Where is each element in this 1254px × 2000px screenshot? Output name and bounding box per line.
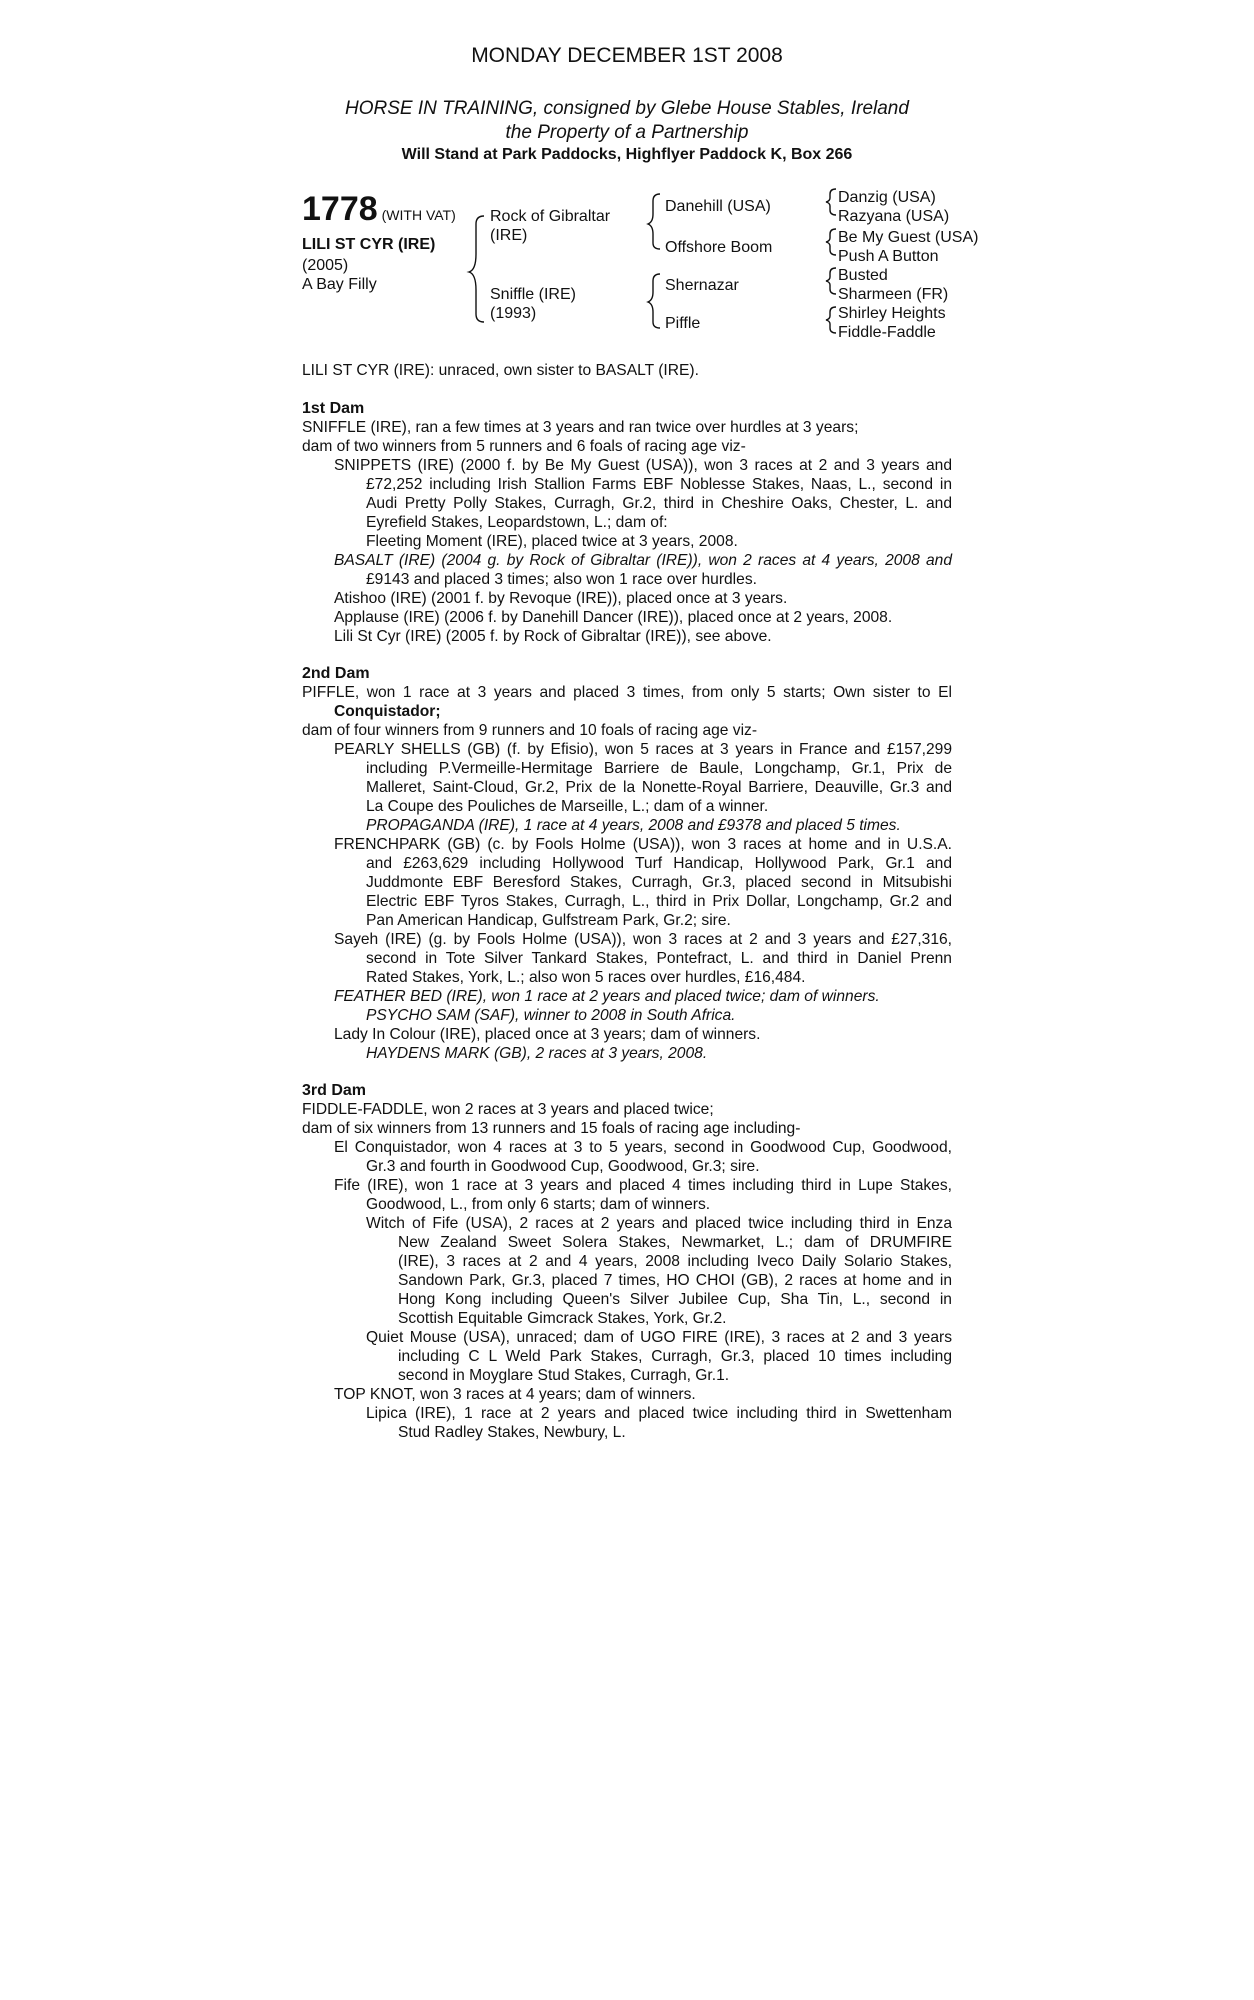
pedigree-gen3-5: Busted [838, 267, 888, 284]
dam2-line: Sayeh (IRE) (g. by Fools Holme (USA)), won 3 races at 2 and 3 years and £27,316, [334, 931, 952, 948]
pedigree-sire-dam: Offshore Boom [665, 239, 773, 256]
dam2-line: PSYCHO SAM (SAF), winner to 2008 in South Africa. [366, 1007, 736, 1024]
dam3-line: (IRE), 3 races at 2 and 4 years, 2008 including Iveco Daily Solario Stakes, [398, 1253, 952, 1270]
dam2-line: Juddmonte EBF Beresford Stakes, Curragh, Gr.3, placed second in Mitsubishi [366, 874, 952, 891]
dam3-line: Sandown Park, Gr.3, placed 7 times, HO CHOI (GB), 2 races at home and in [398, 1272, 952, 1289]
dam3-line: including C L Weld Park Stakes, Curragh, Gr.3, placed 10 times including [398, 1348, 952, 1365]
dam2-line: La Coupe des Pouliches de Marseille, L.; dam of a winner. [366, 798, 769, 815]
dam3-line: TOP KNOT, won 3 races at 4 years; dam of winners. [334, 1386, 696, 1403]
pedigree-dam-dam: Piffle [665, 315, 701, 332]
second-dam-heading: 2nd Dam [302, 665, 370, 682]
pedigree-gen3-8: Fiddle-Faddle [838, 324, 936, 341]
dam3-line: dam of six winners from 13 runners and 15 foals of racing age including- [302, 1120, 801, 1137]
pedigree-braces [0, 0, 1254, 360]
dam2-line: Pan American Handicap, Gulfstream Park, Gr.2; sire. [366, 912, 731, 929]
dam1-line: £9143 and placed 3 times; also won 1 race over hurdles. [366, 571, 757, 588]
first-dam-section [302, 399, 952, 646]
dam1-line: Fleeting Moment (IRE), placed twice at 3 years, 2008. [366, 533, 738, 550]
lot-vat: (WITH VAT) [381, 207, 456, 223]
third-dam-section [302, 1081, 952, 1442]
dam2-line: PIFFLE, won 1 race at 3 years and placed 3 times, from only 5 starts; Own sister to El [302, 684, 952, 701]
pedigree-dam-sire: Shernazar [665, 277, 739, 294]
lot-number: 1778 [302, 190, 378, 228]
dam1-line: Atishoo (IRE) (2001 f. by Revoque (IRE)), placed once at 3 years. [334, 590, 788, 607]
stand-location: Will Stand at Park Paddocks, Highflyer Paddock K, Box 266 [401, 146, 853, 163]
dam3-line: Goodwood, L., from only 6 starts; dam of winners. [366, 1196, 711, 1213]
horse-name: LILI ST CYR (IRE) [302, 236, 436, 253]
pedigree-sire: Rock of Gibraltar [490, 208, 611, 225]
dam2-line: FEATHER BED (IRE), won 1 race at 2 years and placed twice; dam of winners. [334, 988, 880, 1005]
dam2-line: Rated Stakes, York, L.; also won 5 races over hurdles, £16,484. [366, 969, 806, 986]
dam2-line: HAYDENS MARK (GB), 2 races at 3 years, 2008. [366, 1045, 708, 1062]
third-dam-heading: 3rd Dam [302, 1082, 367, 1099]
dam2-line: second in Tote Silver Tankard Stakes, Pontefract, L. and third in Daniel Prenn [366, 950, 952, 967]
dam3-line: Fife (IRE), won 1 race at 3 years and placed 4 times including third in Lupe Stakes, [334, 1177, 952, 1194]
horse-description: A Bay Filly [302, 276, 377, 293]
dam2-line: dam of four winners from 9 runners and 10 foals of racing age viz- [302, 722, 758, 739]
dam1-line: Applause (IRE) (2006 f. by Danehill Dancer (IRE)), placed once at 2 years, 2008. [334, 609, 893, 626]
pedigree-gen3-4: Push A Button [838, 248, 939, 265]
dam3-line: Lipica (IRE), 1 race at 2 years and placed twice including third in Swettenham [366, 1405, 952, 1422]
pedigree-gen3-7: Shirley Heights [838, 305, 946, 322]
pedigree-dam: Sniffle (IRE) [490, 286, 576, 303]
property-line: the Property of a Partnership [505, 122, 749, 143]
dam3-line: New Zealand Sweet Solera Stakes, Newmarket, L.; dam of DRUMFIRE [398, 1234, 952, 1251]
pedigree-dam-year: (1993) [490, 305, 537, 322]
dam3-line: second in Moyglare Stud Stakes, Curragh, Gr.1. [398, 1367, 730, 1384]
dam1-line: BASALT (IRE) (2004 g. by Rock of Gibraltar (IRE)), won 2 races at 4 years, 2008 and [334, 552, 952, 569]
dam3-line: El Conquistador, won 4 races at 3 to 5 years, second in Goodwood Cup, Goodwood, [334, 1139, 952, 1156]
dam2-line: Conquistador; [334, 703, 441, 720]
dam1-line: £72,252 including Irish Stallion Farms EBF Noblesse Stakes, Naas, L., second in [366, 476, 952, 493]
pedigree-gen3-1: Danzig (USA) [838, 189, 936, 206]
dam1-line: SNIPPETS (IRE) (2000 f. by Be My Guest (USA)), won 3 races at 2 and 3 years and [334, 457, 952, 474]
dam3-line: Hong Kong including Queen's Silver Jubilee Cup, Sha Tin, L., second in [398, 1291, 952, 1308]
dam2-line: FRENCHPARK (GB) (c. by Fools Holme (USA)), won 3 races at home and in U.S.A. [334, 836, 952, 853]
pedigree-sire-origin: (IRE) [490, 227, 528, 244]
dam3-line: Quiet Mouse (USA), unraced; dam of UGO FIRE (IRE), 3 races at 2 and 3 years [366, 1329, 952, 1346]
dam3-line: FIDDLE-FADDLE, won 2 races at 3 years and placed twice; [302, 1101, 714, 1118]
dam3-line: Gr.3 and fourth in Goodwood Cup, Goodwood, Gr.3; sire. [366, 1158, 760, 1175]
dam1-line: dam of two winners from 5 runners and 6 foals of racing age viz- [302, 438, 746, 455]
dam1-line: Audi Pretty Polly Stakes, Curragh, Gr.2, third in Cheshire Oaks, Chester, L. and [366, 495, 952, 512]
pedigree-gen3-6: Sharmeen (FR) [838, 286, 949, 303]
pedigree-gen3-3: Be My Guest (USA) [838, 229, 979, 246]
horse-year: (2005) [302, 257, 349, 274]
dam3-line: Stud Radley Stakes, Newbury, L. [398, 1424, 626, 1441]
dam2-line: including P.Vermeille-Hermitage Barriere de Baule, Longchamp, Gr.1, Prix de [366, 760, 952, 777]
dam2-line: and £263,629 including Hollywood Turf Handicap, Hollywood Park, Gr.1 and [366, 855, 952, 872]
pedigree-gen3-2: Razyana (USA) [838, 208, 950, 225]
consignment-line: HORSE IN TRAINING, consigned by Glebe House Stables, Ireland [345, 98, 909, 119]
dam1-line: Lili St Cyr (IRE) (2005 f. by Rock of Gibraltar (IRE)), see above. [334, 628, 772, 645]
dam2-line: Electric EBF Tyros Stakes, Curragh, L., third in Prix Dollar, Longchamp, Gr.2 and [366, 893, 952, 910]
first-dam-heading: 1st Dam [302, 400, 365, 417]
dam3-line: Scottish Equitable Gimcrack Stakes, York, Gr.2. [398, 1310, 727, 1327]
dam1-line: SNIFFLE (IRE), ran a few times at 3 years and ran twice over hurdles at 3 years; [302, 419, 859, 436]
intro-line: LILI ST CYR (IRE): unraced, own sister to BASALT (IRE). [302, 362, 699, 379]
dam3-line: Witch of Fife (USA), 2 races at 2 years and placed twice including third in Enza [366, 1215, 952, 1232]
dam2-line: PROPAGANDA (IRE), 1 race at 4 years, 2008 and £9378 and placed 5 times. [366, 817, 901, 834]
dam2-line: Lady In Colour (IRE), placed once at 3 years; dam of winners. [334, 1026, 761, 1043]
second-dam-section [302, 664, 952, 1063]
dam2-line: Malleret, Saint-Cloud, Gr.2, Prix de la Nonette-Royal Barriere, Deauville, Gr.3 and [366, 779, 952, 796]
sale-date: MONDAY DECEMBER 1ST 2008 [471, 44, 783, 67]
pedigree-sire-sire: Danehill (USA) [665, 198, 771, 215]
dam2-line: PEARLY SHELLS (GB) (f. by Efisio), won 5 races at 3 years in France and £157,299 [334, 741, 952, 758]
dam1-line: Eyrefield Stakes, Leopardstown, L.; dam of: [366, 514, 668, 531]
